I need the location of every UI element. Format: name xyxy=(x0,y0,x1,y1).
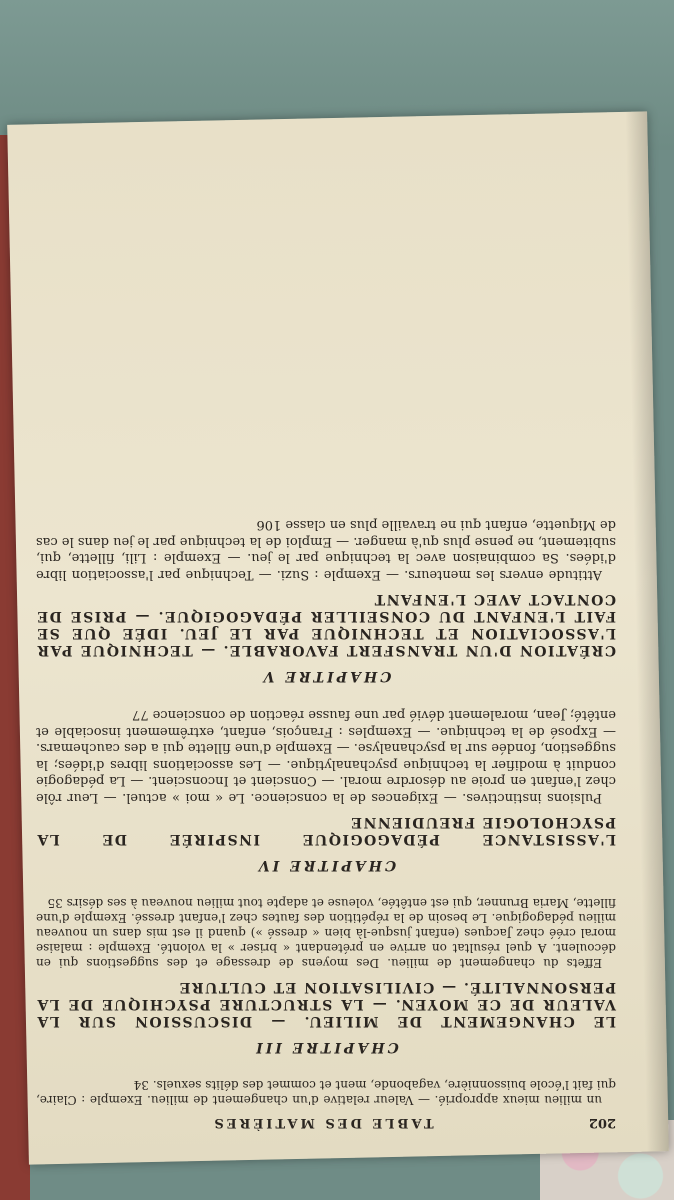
chapter-title: L'ASSISTANCE PÉDAGOGIQUE INSPIRÉE DE LA PSYCHOLOGIE FREUDIENNE xyxy=(36,814,616,847)
chapter-summary xyxy=(36,516,616,582)
page-gutter-shadow xyxy=(625,111,669,1151)
chapter-title: CRÉATION D'UN TRANSFERT FAVORABLE. — TECHNIQUE PAR L'ASSOCIATION ET TECHNIQUE PAR LE JEU. IDÉE QUE SE FAIT L'ENFANT DU CONSEILLER PÉDAGOGIQUE. — PRISE DE CONTACT AVEC L'ENFANT xyxy=(36,591,616,658)
top-entry-text: un milieu mieux approprié. — Valeur relative d'un changement de milieu. Exemple : Claire, qui fait l'école buissonnière, vagabonde, ment et commet des délits sexuels. xyxy=(36,1078,616,1107)
chapter-heading: CHAPITRE IV xyxy=(255,857,397,873)
chapter-summary-text: Effets du changement de milieu. Des moyens de dressage et des suggestions qui en découlent. A quel résultat on arrive en prétendant « briser » la volonté. Exemple : malaise moral créé chez Jacques (enfant jusque-là bien « dressé ») quand il est mis dans un nouveau milieu pédagogique. Le besoin de la répétition des fautes chez l'enfant dressé. Exemple d'une fillette, Maria Brunner, qui est entêtée, voleuse et adapte tout milieu nouveau à ses désirs xyxy=(36,896,616,970)
page-content xyxy=(36,120,616,1130)
running-head xyxy=(36,1115,616,1130)
chapter-summary xyxy=(36,706,616,805)
chapter-page: 77 xyxy=(132,707,149,723)
page-number: 202 xyxy=(588,1115,616,1130)
chapter-title: LE CHANGEMENT DE MILIEU. — DISCUSSION SUR LA VALEUR DE CE MOYEN. — LA STRUCTURE PSYCHIQUE DE LA PERSONNALITÉ. — CIVILISATION ET CULTURE xyxy=(36,979,616,1029)
chapter-summary xyxy=(36,895,616,970)
top-entry xyxy=(36,1077,616,1107)
chapter-heading: CHAPITRE III xyxy=(253,1039,399,1055)
chapter-summary-text: Attitude envers les menteurs. — Exemple : Suzi. — Technique par l'association libre d'idées. Sa combinaison avec la technique par le jeu. — Exemple : Lili, fillette, qui, subitement, ne pense plus qu'à manger. — Emploi de la technique par le jeu dans le cas de Miquette, enfant qui ne travaille plus en classe xyxy=(36,517,616,582)
chapter-heading: CHAPITRE V xyxy=(260,668,392,684)
running-title: TABLE DES MATIÈRES xyxy=(211,1115,434,1130)
chapter-page: 35 xyxy=(47,896,63,910)
top-entry-page: 34 xyxy=(133,1078,149,1092)
chapter-page: 106 xyxy=(256,517,282,533)
chapter-summary-text: Pulsions instinctives. — Exigences de la conscience. Le « moi » actuel. — Leur rôle chez l'enfant en proie au désordre moral. — Conscient et Inconscient. — La pédagogie conduit à modifier la technique psychanalytique. — Les associations libres d'idées; la suggestion, fondée sur la psychanalyse. — Exemple d'une fillette qui a des cauchemars. — Exposé de la technique. — Exemples : François, enfant, extrêmement insociable et entêté; Jean, moralement dévié par une fausse réaction de conscience xyxy=(36,707,616,805)
